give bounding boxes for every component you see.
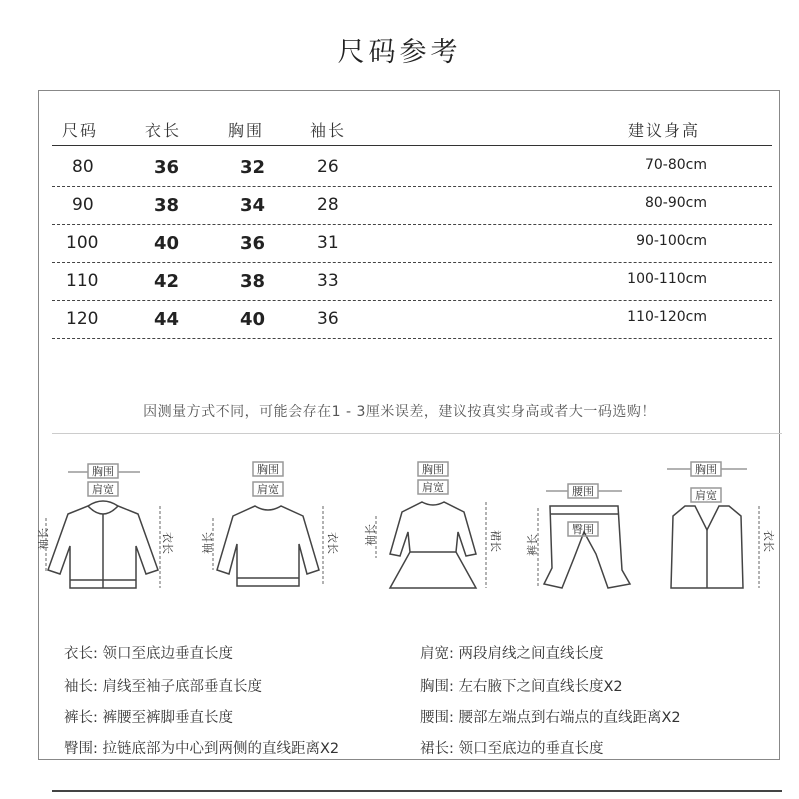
table-row [52, 149, 772, 187]
measurement-note: 因测量方式不同，可能会存在1 - 3厘米误差，建议按真实身高或者大一码选购！ [143, 404, 656, 420]
length-label: 衣长 [161, 532, 174, 554]
header-height: 建议身高 [628, 121, 701, 140]
cell-sleeve: 33 [317, 271, 339, 291]
sleeve-label: 袖长 [364, 524, 377, 546]
definition-desc: 领口至底边的垂直长度 [458, 741, 604, 757]
page-title: 尺码参考 [337, 37, 462, 68]
length-label: 衣长 [762, 530, 775, 552]
definition-desc: 肩线至袖子底部垂直长度 [102, 679, 262, 695]
cell-length: 36 [154, 157, 180, 178]
shoulder-label: 肩宽 [422, 481, 444, 494]
header-size: 尺码 [62, 121, 99, 140]
definition-term: 裙长: [420, 741, 454, 757]
cell-sleeve: 36 [317, 309, 339, 329]
definition-desc: 腰部左端点到右端点的直线距离X2 [458, 710, 681, 726]
cell-size: 110 [66, 271, 99, 291]
shoulder-label: 肩宽 [257, 483, 279, 496]
pants-diagram [526, 458, 660, 608]
header-sleeve: 袖长 [310, 121, 347, 140]
definition-item [64, 642, 233, 663]
cell-size: 100 [66, 233, 99, 253]
cell-height: 100-110cm [627, 271, 707, 287]
hip-label: 臀围 [572, 523, 594, 536]
sleeve-label: 袖长 [37, 528, 50, 550]
definition-item [420, 642, 604, 663]
definition-item [64, 706, 233, 727]
length-label: 裙长 [489, 530, 502, 552]
vest-diagram [655, 458, 785, 608]
length-label: 衣长 [326, 532, 339, 554]
cell-sleeve: 26 [317, 157, 339, 177]
table-row [52, 187, 772, 225]
note-divider [52, 433, 782, 434]
chest-label: 胸围 [92, 465, 114, 478]
cell-height: 80-90cm [644, 195, 707, 211]
table-row [52, 301, 772, 339]
cell-sleeve: 31 [317, 233, 339, 253]
chest-label: 胸围 [695, 463, 717, 476]
header-chest: 胸围 [228, 121, 265, 140]
cell-height: 70-80cm [644, 157, 707, 173]
definition-desc: 拉链底部为中心到两侧的直线距离X2 [102, 741, 340, 757]
shoulder-label: 肩宽 [92, 483, 114, 496]
dress-diagram [364, 458, 502, 608]
shoulder-label: 肩宽 [695, 489, 717, 502]
cell-size: 120 [66, 309, 99, 329]
definition-term: 臀围: [64, 741, 98, 757]
cell-length: 38 [154, 195, 180, 216]
definition-term: 袖长: [64, 679, 98, 695]
definition-term: 裤长: [64, 710, 98, 726]
definition-item [420, 675, 623, 696]
cell-chest: 32 [240, 157, 266, 178]
definition-desc: 左右腋下之间直线长度X2 [458, 679, 623, 695]
cell-length: 40 [154, 233, 180, 254]
row-divider [52, 338, 772, 339]
sleeve-label: 袖长 [201, 532, 214, 554]
table-row [52, 225, 772, 263]
cell-length: 42 [154, 271, 180, 292]
jacket-diagram [37, 458, 174, 608]
chest-label: 胸围 [422, 463, 444, 476]
definition-term: 衣长: [64, 646, 98, 662]
cell-size: 90 [72, 195, 94, 215]
definition-desc: 领口至底边垂直长度 [102, 646, 233, 662]
cell-chest: 36 [240, 233, 266, 254]
cell-chest: 40 [240, 309, 266, 330]
definition-item [420, 737, 604, 758]
cell-height: 90-100cm [636, 233, 707, 249]
table-row [52, 263, 772, 301]
waist-label: 腰围 [572, 485, 594, 498]
bottom-divider [52, 790, 782, 792]
cell-height: 110-120cm [627, 309, 707, 325]
chest-label: 胸围 [257, 463, 279, 476]
cell-chest: 38 [240, 271, 266, 292]
definition-desc: 裤腰至裤脚垂直长度 [102, 710, 233, 726]
header-length: 衣长 [145, 121, 182, 140]
definition-item [420, 706, 681, 727]
definition-item [64, 737, 339, 758]
definition-item [64, 675, 262, 696]
cell-size: 80 [72, 157, 94, 177]
definition-term: 胸围: [420, 679, 454, 695]
header-rule [52, 145, 772, 146]
cell-length: 44 [154, 309, 180, 330]
definition-term: 腰围: [420, 710, 454, 726]
pants-length-label: 裤长 [526, 534, 539, 556]
definition-desc: 两段肩线之间直线长度 [458, 646, 604, 662]
cell-sleeve: 28 [317, 195, 339, 215]
cell-chest: 34 [240, 195, 266, 216]
sweater-diagram [201, 458, 339, 608]
definition-term: 肩宽: [420, 646, 454, 662]
